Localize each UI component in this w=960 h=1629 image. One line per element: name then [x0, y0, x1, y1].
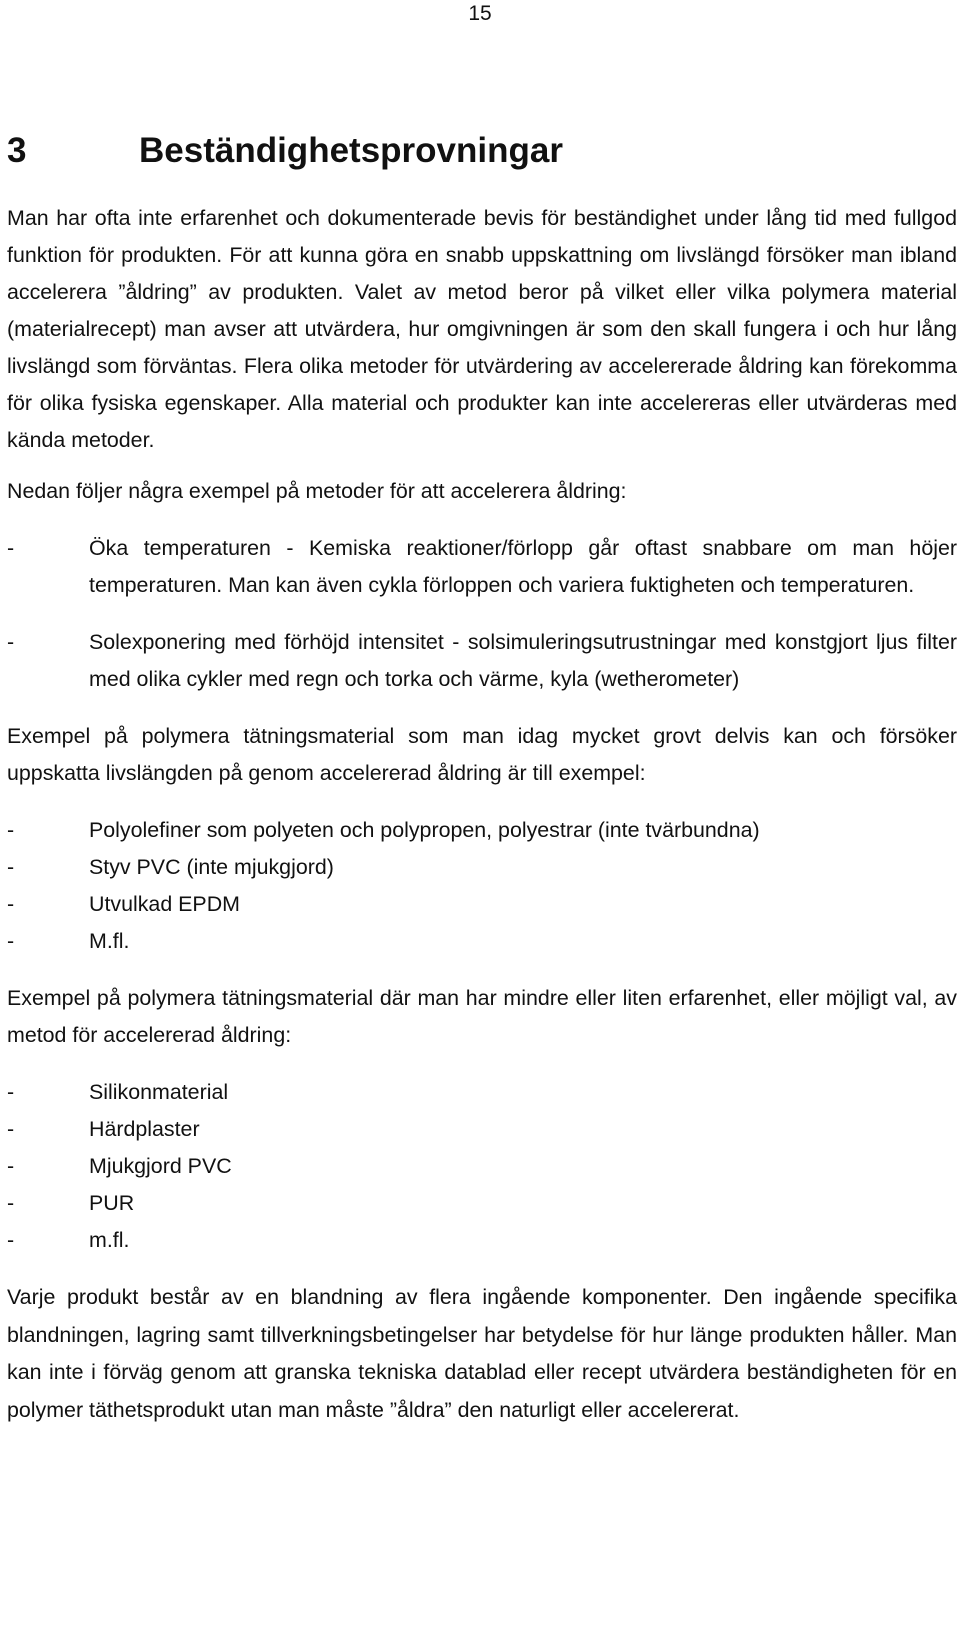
document-body — [7, 128, 957, 1429]
list-item — [7, 849, 957, 886]
list-item-text: Mjukgjord PVC — [89, 1154, 232, 1178]
list-item-text: Styv PVC (inte mjukgjord) — [89, 855, 334, 879]
list-item — [7, 1185, 957, 1222]
unknown-materials-list — [7, 1074, 957, 1259]
list-item — [7, 1222, 957, 1259]
list-item-text: PUR — [89, 1191, 135, 1215]
list-item-text: Härdplaster — [89, 1117, 200, 1141]
list-marker: - — [7, 929, 15, 953]
known-materials-intro: Exempel på polymera tätningsmaterial som man idag mycket grovt delvis kan och försöker uppskatta livslängden på genom accelererad åldring är till exempel: — [7, 724, 957, 785]
list-item — [7, 812, 957, 849]
intro-paragraph: Man har ofta inte erfarenhet och dokumenterade bevis för beständighet under lång tid med fullgod funktion för produkten. För att kunna göra en snabb uppskattning om livslängd försöker man ibland accelerera ”åldring” av produkten. Valet av metod beror på vilket eller vilka polymera material (materialrecept) man avser att utvärdera, hur omgivningen är som den skall fungera i och hur lång livslängd som förväntas. Flera olika metoder för utvärdering av accelererade åldring kan förekomma för olika fysiska egenskaper. Alla material och produkter kan inte accelereras eller utvärderas med kända metoder. — [7, 206, 957, 452]
methods-list — [7, 530, 957, 604]
list-marker: - — [7, 1154, 15, 1178]
list-item — [7, 1074, 957, 1111]
section-number: 3 — [7, 131, 27, 170]
list-item — [7, 530, 957, 604]
list-item-text: m.fl. — [89, 1228, 130, 1252]
methods-list-continued — [7, 624, 957, 698]
list-marker: - — [7, 818, 15, 842]
list-item — [7, 886, 957, 923]
list-marker: - — [7, 1080, 15, 1104]
list-item-text: Polyolefiner som polyeten och polypropen, polyestrar (inte tvärbundna) — [89, 818, 760, 842]
list-item — [7, 1111, 957, 1148]
known-materials-list — [7, 812, 957, 960]
list-marker: - — [7, 1191, 15, 1215]
unknown-materials-intro: Exempel på polymera tätningsmaterial där man har mindre eller liten erfarenhet, eller möjligt val, av metod för accelererad åldring: — [7, 986, 957, 1047]
list-item-text: Silikonmaterial — [89, 1080, 229, 1104]
page-number: 15 — [468, 2, 492, 25]
list-item-text: Utvulkad EPDM — [89, 892, 240, 916]
list-item-text: M.fl. — [89, 929, 130, 953]
list-marker: - — [7, 536, 15, 560]
list-item — [7, 624, 957, 698]
closing-paragraph: Varje produkt består av en blandning av flera ingående komponenter. Den ingående specifika blandningen, lagring samt tillverkningsbetingelser har betydelse för hur länge produkten håller. Man kan inte i förväg genom att granska tekniska datablad eller recept utvärdera beständigheten för en polymer täthetsprodukt utan man måste ”åldra” den naturligt eller accelererat. — [7, 1285, 957, 1422]
list-marker: - — [7, 630, 15, 654]
list-marker: - — [7, 855, 15, 879]
list-marker: - — [7, 892, 15, 916]
list-item-text: Solexponering med förhöjd intensitet - solsimuleringsutrustningar med konstgjort ljus filter med olika cykler med regn och torka och värme, kyla (wetherometer) — [89, 630, 957, 691]
methods-intro: Nedan följer några exempel på metoder för att accelerera åldring: — [7, 479, 627, 503]
list-marker: - — [7, 1228, 15, 1252]
section-title: Beständighetsprovningar — [139, 131, 563, 170]
list-item — [7, 1148, 957, 1185]
list-marker: - — [7, 1117, 15, 1141]
list-item-text: Öka temperaturen - Kemiska reaktioner/förlopp går oftast snabbare om man höjer temperaturen. Man kan även cykla förloppen och variera fuktigheten och temperaturen. — [89, 536, 957, 597]
list-item — [7, 923, 957, 960]
section-heading — [7, 128, 957, 174]
